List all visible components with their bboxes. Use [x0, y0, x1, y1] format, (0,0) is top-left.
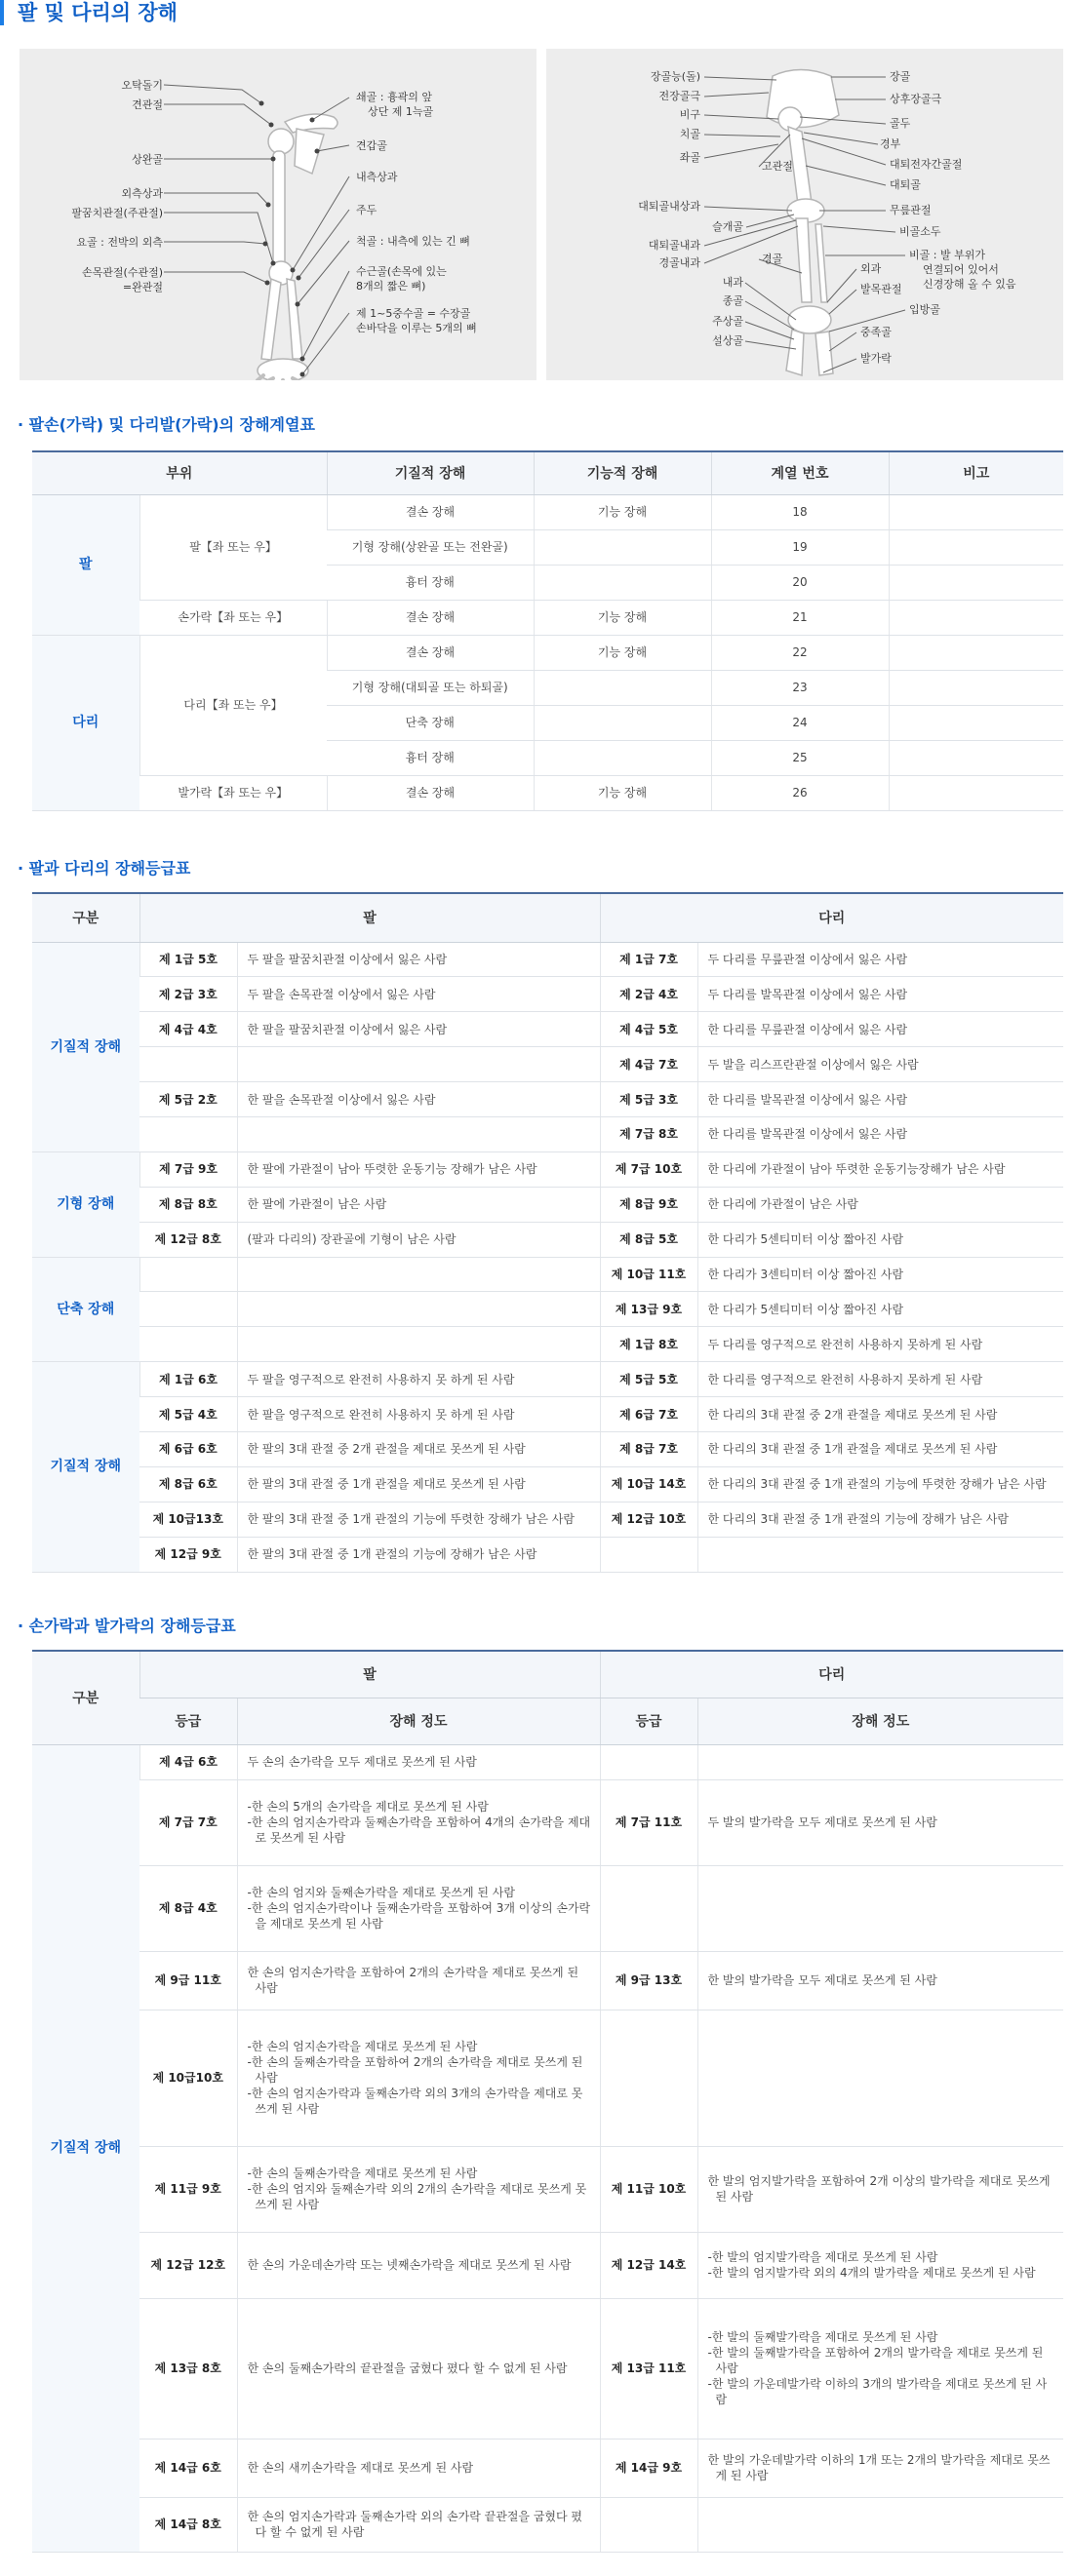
leg-grade: 제 1급 8호	[600, 1327, 697, 1362]
leg-grade: 제 12급 14호	[600, 2232, 697, 2298]
leg-grade: 제 7급 11호	[600, 1779, 697, 1865]
cell-remarks	[889, 775, 1063, 810]
arm-description: 한 팔의 3대 관절 중 1개 관절의 기능에 장해가 남은 사람	[237, 1537, 600, 1572]
page-title: 팔 및 다리의 장해	[0, 0, 178, 25]
table-row	[32, 1865, 1063, 1951]
finger-toe-grade-table	[32, 1650, 1063, 2553]
leg-description: 두 다리를 발목관절 이상에서 잃은 사람	[697, 977, 1063, 1012]
label-femur-medial-condyle: 대퇴골내과	[648, 239, 700, 252]
cell-functional: 기능 장해	[534, 635, 711, 670]
description-line: 한 손의 엄지손가락과 둘째손가락 외의 손가락 끝관절을 굽혔다 폈다 할 수 없게 된 사람	[247, 2510, 583, 2539]
label-toes: 발가락	[860, 352, 892, 365]
header-category: 구분	[32, 893, 139, 942]
description-line: 한 손의 새끼손가락을 제대로 못쓰게 된 사람	[247, 2461, 474, 2475]
label-radius: 요골 : 전박의 외측	[76, 236, 163, 249]
label-cuboid: 입방골	[909, 303, 940, 316]
cell-remarks	[889, 600, 1063, 635]
cell-series-no: 24	[711, 705, 889, 740]
label-iliac-crest: 장골능(돌)	[650, 70, 700, 83]
cell-series-no: 19	[711, 529, 889, 565]
arm-grade: 제 10급13호	[139, 1502, 237, 1537]
table-row	[32, 1222, 1063, 1257]
arm-grade: 제 1급 6호	[139, 1362, 237, 1397]
leg-description	[697, 1744, 1063, 1779]
description-line: -한 손의 둘째손가락을 포함하여 2개의 손가락을 제대로 못쓰게 된 사람	[247, 2055, 583, 2085]
arm-grade: 제 1급 5호	[139, 942, 237, 977]
table-row	[32, 1744, 1063, 1779]
leg-description: 두 발을 리스프란관절 이상에서 잃은 사람	[697, 1047, 1063, 1082]
table-row	[32, 977, 1063, 1012]
subheader-degree-leg: 장해 정도	[697, 1698, 1063, 1744]
leg-grade	[600, 1865, 697, 1951]
arm-grade: 제 12급 12호	[139, 2232, 237, 2298]
leg-grade: 제 2급 4호	[600, 977, 697, 1012]
leg-description: 두 다리를 무릎관절 이상에서 잃은 사람	[697, 942, 1063, 977]
arm-description: 두 팔을 손목관절 이상에서 잃은 사람	[237, 977, 600, 1012]
leg-description: 한 다리의 3대 관절 중 1개 관절의 기능에 장해가 남은 사람	[697, 1502, 1063, 1537]
category-cell: 기질적 장해	[32, 1744, 139, 2552]
table-row	[32, 942, 1063, 977]
cell-functional	[534, 705, 711, 740]
description-line: -한 손의 엄지손가락과 둘째손가락을 포함하여 4개의 손가락을 제대로 못쓰게 된 사람	[247, 1815, 591, 1845]
cell-organic: 기형 장해(대퇴골 또는 하퇴골)	[327, 670, 534, 705]
table-row	[32, 494, 1063, 529]
label-femur: 대퇴골	[890, 178, 921, 191]
label-carpals: 수근골(손목에 있는	[356, 265, 447, 278]
arm-description: 두 팔을 팔꿈치관절 이상에서 잃은 사람	[237, 942, 600, 977]
subheader-degree-arm: 장해 정도	[237, 1698, 600, 1744]
cell-functional	[534, 529, 711, 565]
leg-description	[697, 2439, 1063, 2497]
leg-grade: 제 5급 5호	[600, 1362, 697, 1397]
leg-description: 한 다리가 5센티미터 이상 짧아진 사람	[697, 1292, 1063, 1327]
arm-grade: 제 9급 11호	[139, 1951, 237, 2010]
label-ulna: 척골 : 내측에 있는 긴 뼈	[356, 235, 470, 248]
label-patella: 슬개골	[712, 220, 743, 233]
arm-description	[237, 1779, 600, 1865]
cell-series-no: 18	[711, 494, 889, 529]
description-line: -한 손의 엄지손가락을 제대로 못쓰게 된 사람	[247, 2040, 478, 2053]
label-knee-joint: 무릎관절	[890, 204, 932, 216]
label-femoral-neck: 경부	[880, 137, 901, 150]
table-row	[32, 600, 1063, 635]
label-ischium: 좌골	[679, 151, 700, 164]
arm-description	[237, 1327, 600, 1362]
description-line: -한 손의 5개의 손가락을 제대로 못쓰게 된 사람	[247, 1800, 489, 1814]
cell-functional: 기능 장해	[534, 494, 711, 529]
leg-description	[697, 2497, 1063, 2552]
description-line: 한 발의 발가락을 모두 제대로 못쓰게 된 사람	[707, 1973, 937, 1987]
label-femur-medial-epicondyle: 대퇴골내상과	[638, 200, 700, 213]
description-line: 한 손의 가운데손가락 또는 넷째손가락을 제대로 못쓰게 된 사람	[247, 2258, 572, 2272]
table-row	[32, 1537, 1063, 1572]
label-clavicle: 쇄골 : 흉곽의 앞	[356, 91, 432, 103]
leg-grade: 제 4급 5호	[600, 1012, 697, 1047]
leg-grade: 제 8급 7호	[600, 1431, 697, 1466]
arm-grade	[139, 1047, 237, 1082]
arm-grade	[139, 1116, 237, 1151]
leg-description: 두 다리를 영구적으로 완전히 사용하지 못하게 된 사람	[697, 1327, 1063, 1362]
category-cell: 기형 장해	[32, 1151, 139, 1257]
category-cell: 기질적 장해	[32, 1362, 139, 1572]
arm-description	[237, 2439, 600, 2497]
description-line: 한 손의 엄지손가락을 포함하여 2개의 손가락을 제대로 못쓰게 된 사람	[247, 1966, 579, 1995]
arm-description: 한 팔을 영구적으로 완전히 사용하지 못 하게 된 사람	[237, 1397, 600, 1432]
table-row	[32, 1257, 1063, 1292]
leg-description: 한 다리의 3대 관절 중 1개 관절을 제대로 못쓰게 된 사람	[697, 1431, 1063, 1466]
arm-grade: 제 14급 8호	[139, 2497, 237, 2552]
leg-grade: 제 5급 3호	[600, 1082, 697, 1117]
arm-grade: 제 8급 6호	[139, 1466, 237, 1502]
section3-title: · 손가락과 발가락의 장해등급표	[18, 1617, 236, 1635]
leg-description: 한 다리를 영구적으로 완전히 사용하지 못하게 된 사람	[697, 1362, 1063, 1397]
leg-grade: 제 13급 11호	[600, 2298, 697, 2439]
label-carpals-sub: 8개의 짧은 뼈)	[356, 280, 426, 293]
table-row	[32, 775, 1063, 810]
leg-grade	[600, 1744, 697, 1779]
cell-functional	[534, 670, 711, 705]
arm-description	[237, 1951, 600, 2010]
arm-description: (팔과 다리의) 장관골에 기형이 남은 사람	[237, 1222, 600, 1257]
label-wrist-joint-alt: =완관절	[122, 281, 163, 293]
leg-grade	[600, 2010, 697, 2146]
arm-grade: 제 8급 4호	[139, 1865, 237, 1951]
label-coracoid: 오탁돌기	[121, 79, 163, 92]
table-row	[32, 1012, 1063, 1047]
arm-description: 한 팔의 3대 관절 중 1개 관절의 기능에 뚜렷한 장해가 남은 사람	[237, 1502, 600, 1537]
label-scapula: 견갑골	[356, 139, 387, 152]
header-arm: 팔	[139, 1651, 600, 1698]
disability-series-table	[32, 450, 1063, 811]
table-row	[32, 1431, 1063, 1466]
leg-grade: 제 1급 7호	[600, 942, 697, 977]
label-olecranon: 주두	[356, 204, 378, 216]
table-row	[32, 1151, 1063, 1187]
leg-description	[697, 1537, 1063, 1572]
cell-functional	[534, 740, 711, 775]
leg-grade: 제 9급 13호	[600, 1951, 697, 2010]
description-line: 한 손의 둘째손가락의 끝관절을 굽혔다 폈다 할 수 없게 된 사람	[247, 2361, 568, 2375]
cell-remarks	[889, 565, 1063, 600]
table-row	[32, 1779, 1063, 1865]
label-ankle-joint: 발목관절	[860, 283, 902, 295]
leg-description	[697, 2146, 1063, 2232]
cell-organic: 기형 장해(상완골 또는 전완골)	[327, 529, 534, 565]
leg-description: 한 다리가 3센티미터 이상 짧아진 사람	[697, 1257, 1063, 1292]
cell-organic: 결손 장해	[327, 494, 534, 529]
section2-title: · 팔과 다리의 장해등급표	[18, 859, 191, 878]
section1-title: · 팔손(가락) 및 다리발(가락)의 장해계열표	[18, 415, 315, 434]
arm-description	[237, 1257, 600, 1292]
leg-description: 한 다리를 발목관절 이상에서 잃은 사람	[697, 1082, 1063, 1117]
leg-grade: 제 7급 8호	[600, 1116, 697, 1151]
arm-grade	[139, 1257, 237, 1292]
arm-grade	[139, 1292, 237, 1327]
leg-description: 한 다리의 3대 관절 중 2개 관절을 제대로 못쓰게 된 사람	[697, 1397, 1063, 1432]
description-line: -한 손의 엄지손가락과 둘째손가락 외의 3개의 손가락을 제대로 못쓰게 된 사람	[247, 2087, 583, 2116]
cell-functional: 기능 장해	[534, 775, 711, 810]
label-shoulder-joint: 견관절	[132, 98, 163, 111]
label-fibular-head: 비골소두	[899, 225, 941, 238]
label-fibula-sub1: 연결되어 있어서	[923, 263, 999, 276]
header-part: 부위	[32, 451, 327, 494]
arm-description	[237, 1744, 600, 1779]
description-line: -한 손의 엄지와 둘째손가락 외의 2개의 손가락을 제대로 못쓰게 못쓰게 된 사람	[247, 2182, 587, 2211]
leg-skeleton-drawing	[546, 49, 1063, 380]
cell-organic: 흉터 장해	[327, 740, 534, 775]
label-fibula: 비골 : 발 부위가	[909, 249, 985, 261]
header-organic: 기질적 장해	[327, 451, 534, 494]
arm-grade: 제 6급 6호	[139, 1431, 237, 1466]
leg-description: 한 다리에 가관절이 남은 사람	[697, 1187, 1063, 1222]
category-cell: 단축 장해	[32, 1257, 139, 1362]
category-leg: 다리	[32, 635, 139, 810]
label-navicular: 주상골	[712, 315, 743, 328]
table-row	[32, 2010, 1063, 2146]
label-lateral-malleolus: 외과	[860, 262, 882, 275]
cell-functional	[534, 565, 711, 600]
label-calcaneus: 종골	[722, 294, 743, 307]
arm-description	[237, 2298, 600, 2439]
leg-description: 한 다리의 3대 관절 중 1개 관절의 기능에 뚜렷한 장해가 남은 사람	[697, 1466, 1063, 1502]
arm-skeleton-figure	[20, 49, 536, 380]
cell-functional: 기능 장해	[534, 600, 711, 635]
arm-grade: 제 12급 8호	[139, 1222, 237, 1257]
label-femoral-head: 골두	[890, 117, 911, 130]
subheader-grade-arm: 등급	[139, 1698, 237, 1744]
arm-grade: 제 10급10호	[139, 2010, 237, 2146]
leg-grade	[600, 1537, 697, 1572]
arm-description: 한 팔을 팔꿈치관절 이상에서 잃은 사람	[237, 1012, 600, 1047]
label-tibia: 경골	[762, 253, 783, 265]
leg-skeleton-figure	[546, 49, 1063, 380]
label-elbow-joint: 팔꿈치관절(주관절)	[71, 207, 163, 219]
leg-grade: 제 6급 7호	[600, 1397, 697, 1432]
label-asis: 전장골극	[658, 90, 700, 102]
table-row	[32, 635, 1063, 670]
arm-description: 두 팔을 영구적으로 완전히 사용하지 못 하게 된 사람	[237, 1362, 600, 1397]
subpart-leg: 다리【좌 또는 우】	[139, 635, 327, 775]
arm-description	[237, 2146, 600, 2232]
leg-description	[697, 1779, 1063, 1865]
leg-description	[697, 2232, 1063, 2298]
leg-description: 한 다리를 발목관절 이상에서 잃은 사람	[697, 1116, 1063, 1151]
label-wrist-joint: 손목관절(수관절)	[82, 266, 163, 279]
table-row	[32, 1327, 1063, 1362]
table-row	[32, 2298, 1063, 2439]
cell-series-no: 25	[711, 740, 889, 775]
leg-grade: 제 8급 5호	[600, 1222, 697, 1257]
table-row	[32, 1292, 1063, 1327]
cell-remarks	[889, 529, 1063, 565]
leg-grade: 제 13급 9호	[600, 1292, 697, 1327]
label-intertrochanteric-fracture: 대퇴전자간골절	[890, 158, 963, 171]
category-cell: 기질적 장해	[32, 942, 139, 1151]
label-tibia-medial-condyle: 경골내과	[658, 256, 700, 269]
cell-remarks	[889, 494, 1063, 529]
label-acetabulum: 비구	[679, 108, 700, 121]
leg-grade: 제 4급 7호	[600, 1047, 697, 1082]
table-row	[32, 1047, 1063, 1082]
arm-grade	[139, 1327, 237, 1362]
label-pubis: 치골	[679, 128, 700, 140]
label-ilium: 장골	[890, 70, 911, 83]
leg-grade: 제 7급 10호	[600, 1151, 697, 1187]
subpart-toe: 발가락【좌 또는 우】	[139, 775, 327, 810]
table-row	[32, 1951, 1063, 2010]
description-line: -한 발의 둘째발가락을 포함하여 2개의 발가락을 제대로 못쓰게 된 사람	[707, 2346, 1044, 2375]
arm-grade: 제 4급 4호	[139, 1012, 237, 1047]
cell-organic: 단축 장해	[327, 705, 534, 740]
cell-series-no: 23	[711, 670, 889, 705]
arm-grade: 제 14급 6호	[139, 2439, 237, 2497]
header-arm: 팔	[139, 893, 600, 942]
label-cuneiform: 설상골	[712, 334, 743, 347]
table-row	[32, 2232, 1063, 2298]
label-metatarsals: 중족골	[860, 326, 892, 338]
leg-description	[697, 1865, 1063, 1951]
table-row	[32, 1466, 1063, 1502]
label-fibula-sub2: 신경장해 올 수 있음	[923, 278, 1016, 291]
header-leg: 다리	[600, 1651, 1063, 1698]
arm-leg-grade-table	[32, 892, 1063, 1573]
description-line: 두 손의 손가락을 모두 제대로 못쓰게 된 사람	[247, 1755, 477, 1769]
cell-remarks	[889, 670, 1063, 705]
leg-grade	[600, 2497, 697, 2552]
label-hip-joint: 고관절	[762, 160, 793, 173]
arm-grade: 제 2급 3호	[139, 977, 237, 1012]
label-medial-epicondyle: 내측상과	[356, 171, 398, 183]
header-category: 구분	[32, 1651, 139, 1744]
arm-grade: 제 5급 4호	[139, 1397, 237, 1432]
arm-grade: 제 7급 7호	[139, 1779, 237, 1865]
arm-description: 한 팔의 3대 관절 중 1개 관절을 제대로 못쓰게 된 사람	[237, 1466, 600, 1502]
subpart-arm: 팔【좌 또는 우】	[139, 494, 327, 600]
cell-series-no: 20	[711, 565, 889, 600]
leg-description: 한 다리를 무릎관절 이상에서 잃은 사람	[697, 1012, 1063, 1047]
arm-description: 한 팔에 가관절이 남은 사람	[237, 1187, 600, 1222]
leg-description	[697, 2010, 1063, 2146]
description-line: -한 발의 엄지발가락 외의 4개의 발가락을 제대로 못쓰게 된 사람	[707, 2266, 1036, 2280]
leg-grade: 제 11급 10호	[600, 2146, 697, 2232]
description-line: 한 발의 엄지발가락을 포함하여 2개 이상의 발가락을 제대로 못쓰게 된 사람	[707, 2174, 1051, 2204]
header-series-no: 계열 번호	[711, 451, 889, 494]
subpart-finger: 손가락【좌 또는 우】	[139, 600, 327, 635]
table-row	[32, 1187, 1063, 1222]
arm-description	[237, 1116, 600, 1151]
arm-description	[237, 1292, 600, 1327]
category-arm: 팔	[32, 494, 139, 635]
arm-description	[237, 2010, 600, 2146]
arm-grade: 제 8급 8호	[139, 1187, 237, 1222]
cell-remarks	[889, 635, 1063, 670]
table-row	[32, 2497, 1063, 2552]
leg-description: 한 다리에 가관절이 남아 뚜렷한 운동기능장해가 남은 사람	[697, 1151, 1063, 1187]
arm-grade: 제 11급 9호	[139, 2146, 237, 2232]
arm-description	[237, 2232, 600, 2298]
description-line: 한 발의 가운데발가락 이하의 1개 또는 2개의 발가락을 제대로 못쓰게 된 사람	[707, 2453, 1051, 2482]
subheader-grade-leg: 등급	[600, 1698, 697, 1744]
table-row	[32, 2439, 1063, 2497]
description-line: -한 발의 가운데발가락 이하의 3개의 발가락을 제대로 못쓰게 된 사람	[707, 2377, 1048, 2406]
cell-series-no: 21	[711, 600, 889, 635]
description-line: -한 손의 둘째손가락을 제대로 못쓰게 된 사람	[247, 2166, 478, 2180]
leg-grade: 제 10급 14호	[600, 1466, 697, 1502]
arm-description: 한 팔에 가관절이 남아 뚜렷한 운동기능 장해가 남은 사람	[237, 1151, 600, 1187]
arm-description	[237, 1865, 600, 1951]
table-row	[32, 1116, 1063, 1151]
table-row	[32, 1397, 1063, 1432]
cell-organic: 흉터 장해	[327, 565, 534, 600]
leg-grade: 제 12급 10호	[600, 1502, 697, 1537]
leg-grade: 제 10급 11호	[600, 1257, 697, 1292]
arm-description: 한 팔을 손목관절 이상에서 잃은 사람	[237, 1082, 600, 1117]
cell-remarks	[889, 705, 1063, 740]
leg-description	[697, 1951, 1063, 2010]
cell-organic: 결손 장해	[327, 600, 534, 635]
description-line: -한 손의 엄지손가락이나 둘째손가락을 포함하여 3개 이상의 손가락을 제대로 못쓰게 된 사람	[247, 1901, 591, 1931]
label-metacarpals: 제 1~5중수골 = 수장골	[356, 307, 471, 320]
arm-description	[237, 2497, 600, 2552]
table-row	[32, 1362, 1063, 1397]
header-leg: 다리	[600, 893, 1063, 942]
arm-description: 한 팔의 3대 관절 중 2개 관절을 제대로 못쓰게 된 사람	[237, 1431, 600, 1466]
label-metacarpals-sub: 손바닥을 이루는 5개의 뼈	[356, 322, 477, 334]
label-medial-malleolus: 내과	[722, 276, 743, 289]
arm-description	[237, 1047, 600, 1082]
arm-grade: 제 13급 8호	[139, 2298, 237, 2439]
label-clavicle-sub: 상단 제 1늑골	[368, 105, 434, 118]
leg-grade: 제 14급 9호	[600, 2439, 697, 2497]
cell-remarks	[889, 740, 1063, 775]
header-functional: 기능적 장해	[534, 451, 711, 494]
arm-grade: 제 5급 2호	[139, 1082, 237, 1117]
cell-series-no: 26	[711, 775, 889, 810]
table-row	[32, 2146, 1063, 2232]
cell-series-no: 22	[711, 635, 889, 670]
leg-description: 한 다리가 5센티미터 이상 짧아진 사람	[697, 1222, 1063, 1257]
arm-grade: 제 12급 9호	[139, 1537, 237, 1572]
leg-grade: 제 8급 9호	[600, 1187, 697, 1222]
header-remarks: 비고	[889, 451, 1063, 494]
description-line: -한 손의 엄지와 둘째손가락을 제대로 못쓰게 된 사람	[247, 1886, 515, 1899]
cell-organic: 결손 장해	[327, 635, 534, 670]
table-row	[32, 1502, 1063, 1537]
label-psis: 상후장골극	[890, 93, 942, 105]
label-humerus: 상완골	[132, 153, 163, 166]
description-line: 두 발의 발가락을 모두 제대로 못쓰게 된 사람	[707, 1815, 937, 1829]
arm-grade: 제 7급 9호	[139, 1151, 237, 1187]
table-row	[32, 1082, 1063, 1117]
label-lateral-epicondyle: 외측상과	[121, 187, 163, 200]
cell-organic: 결손 장해	[327, 775, 534, 810]
leg-description	[697, 2298, 1063, 2439]
description-line: -한 발의 엄지발가락을 제대로 못쓰게 된 사람	[707, 2250, 938, 2264]
description-line: -한 발의 둘째발가락을 제대로 못쓰게 된 사람	[707, 2330, 938, 2344]
arm-grade: 제 4급 6호	[139, 1744, 237, 1779]
